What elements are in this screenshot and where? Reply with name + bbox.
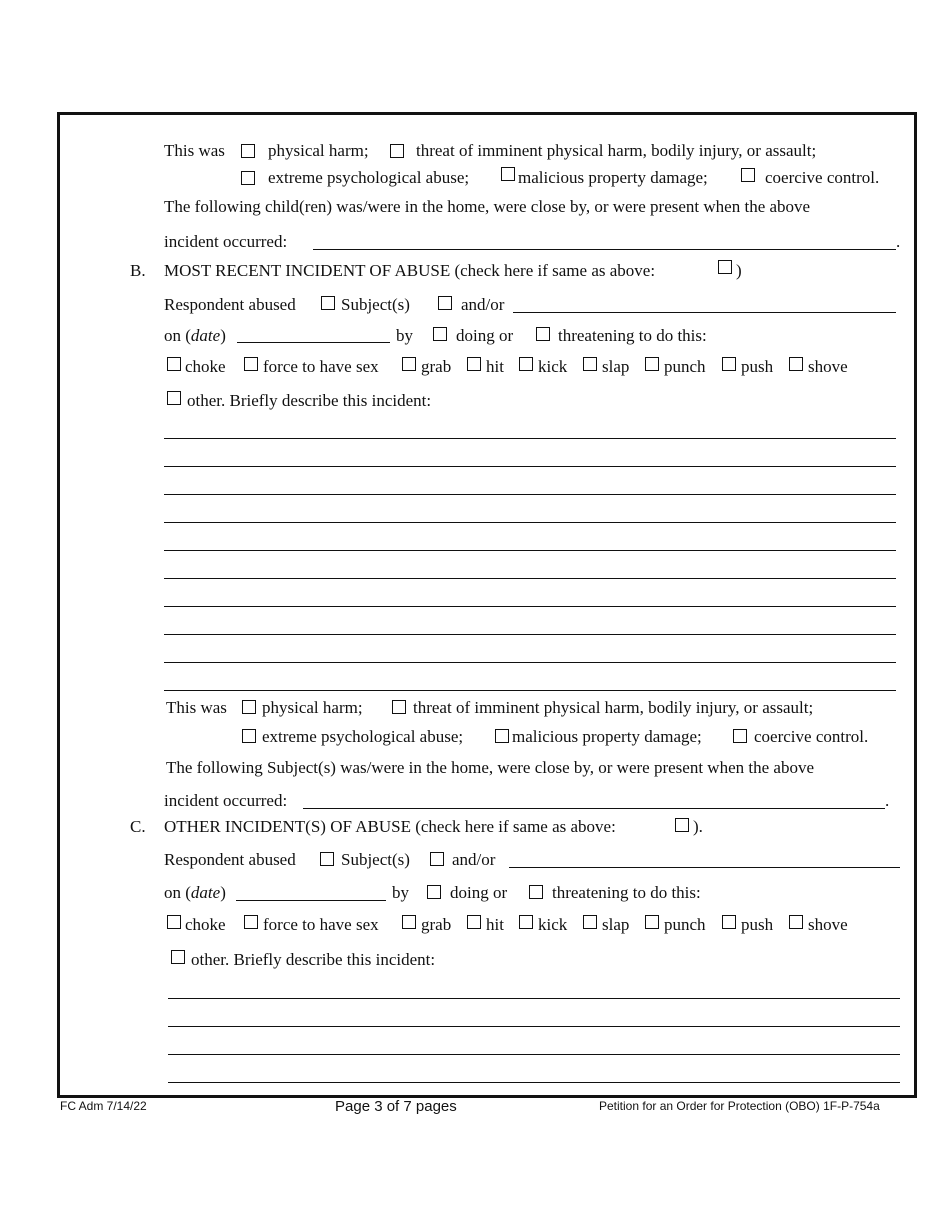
description-line-b[interactable] [164,522,896,523]
grab-checkbox-b[interactable] [402,357,416,371]
description-line-b[interactable] [164,550,896,551]
respondent-abused-label-c: Respondent abused [164,850,296,869]
section-c-heading: OTHER INCIDENT(S) OF ABUSE (check here if same as above: [164,817,616,836]
choke-checkbox-b[interactable] [167,357,181,371]
hit-label-c: hit [486,915,504,934]
footer-form-code: FC Adm 7/14/22 [60,1099,147,1113]
psych-abuse-checkbox[interactable] [241,171,255,185]
grab-checkbox-c[interactable] [402,915,416,929]
incident-occurred-label-b: incident occurred: [164,791,288,810]
punch-label: punch [664,357,706,376]
coercive-control-checkbox[interactable] [741,168,755,182]
on-date-label-c: on (date) [164,883,226,902]
section-b-letter: B. [130,261,146,280]
threat-label: threat of imminent physical harm, bodily injury, or assault; [416,141,817,160]
footer-form-title: Petition for an Order for Protection (OBO) 1F-P-754a [599,1099,880,1113]
other-describe-label-c: other. Briefly describe this incident: [191,950,436,969]
push-label: push [741,357,774,376]
period: . [896,232,901,251]
other-checkbox-b[interactable] [167,391,181,405]
slap-checkbox-c[interactable] [583,915,597,929]
push-checkbox-c[interactable] [722,915,736,929]
same-as-above-checkbox-c[interactable] [675,818,689,832]
threatening-checkbox-b[interactable] [536,327,550,341]
doing-checkbox-b[interactable] [433,327,447,341]
section-c-letter: C. [130,817,146,836]
push-label-c: push [741,915,774,934]
doing-checkbox-c[interactable] [427,885,441,899]
by-label: by [396,326,413,345]
punch-checkbox-b[interactable] [645,357,659,371]
threat-label-b: threat of imminent physical harm, bodily injury, or assault; [413,698,814,717]
description-line-c[interactable] [168,1082,900,1083]
threat-checkbox[interactable] [390,144,404,158]
subjects-checkbox-c[interactable] [320,852,334,866]
punch-label-c: punch [664,915,706,934]
punch-checkbox-c[interactable] [645,915,659,929]
force-sex-checkbox-b[interactable] [244,357,258,371]
other-person-field-c[interactable] [509,867,900,868]
respondent-abused-label: Respondent abused [164,295,296,314]
doing-or-label-c: doing or [450,883,508,902]
shove-label: shove [808,357,848,376]
andor-checkbox-b[interactable] [438,296,452,310]
psych-abuse-label-b: extreme psychological abuse; [262,727,464,746]
choke-checkbox-c[interactable] [167,915,181,929]
description-line-c[interactable] [168,1054,900,1055]
kick-checkbox-b[interactable] [519,357,533,371]
this-was-label: This was [164,141,225,160]
present-statement: The following child(ren) was/were in the home, were close by, or were present when the above [164,197,811,216]
footer-page-number: Page 3 of 7 pages [335,1098,457,1115]
property-damage-checkbox[interactable] [501,167,515,181]
present-statement-b: The following Subject(s) was/were in the home, were close by, or were present when the above [166,758,814,777]
subjects-present-field[interactable] [303,808,885,809]
description-line-c[interactable] [168,1026,900,1027]
choke-label-c: choke [185,915,226,934]
threat-checkbox-b[interactable] [392,700,406,714]
same-as-above-checkbox-b[interactable] [718,260,732,274]
doing-or-label: doing or [456,326,514,345]
form-border [57,112,917,1098]
section-b-heading-close: ) [736,261,742,280]
period-b: . [885,791,890,810]
property-damage-checkbox-b[interactable] [495,729,509,743]
description-line-b[interactable] [164,438,896,439]
physical-harm-label: physical harm; [268,141,369,160]
on-date-label: on (date) [164,326,226,345]
threatening-label-c: threatening to do this: [552,883,701,902]
andor-checkbox-c[interactable] [430,852,444,866]
force-sex-label-c: force to have sex [263,915,379,934]
slap-label-c: slap [602,915,630,934]
description-line-b[interactable] [164,634,896,635]
subjects-checkbox-b[interactable] [321,296,335,310]
kick-label-c: kick [538,915,568,934]
andor-label: and/or [461,295,505,314]
hit-checkbox-b[interactable] [467,357,481,371]
shove-checkbox-c[interactable] [789,915,803,929]
slap-label: slap [602,357,630,376]
incident-occurred-label: incident occurred: [164,232,288,251]
description-line-b[interactable] [164,690,896,691]
property-damage-label: malicious property damage; [518,168,708,187]
coercive-control-label: coercive control. [765,168,880,187]
subjects-label: Subject(s) [341,295,410,314]
section-b-heading: MOST RECENT INCIDENT OF ABUSE (check here if same as above: [164,261,656,280]
description-line-b[interactable] [164,606,896,607]
physical-harm-label-b: physical harm; [262,698,363,717]
description-line-b[interactable] [164,662,896,663]
by-label-c: by [392,883,409,902]
description-line-b[interactable] [164,494,896,495]
hit-checkbox-c[interactable] [467,915,481,929]
description-line-b[interactable] [164,578,896,579]
andor-label-c: and/or [452,850,496,869]
property-damage-label-b: malicious property damage; [512,727,702,746]
threatening-checkbox-c[interactable] [529,885,543,899]
kick-label: kick [538,357,568,376]
subjects-label-c: Subject(s) [341,850,410,869]
psych-abuse-checkbox-b[interactable] [242,729,256,743]
description-line-b[interactable] [164,466,896,467]
kick-checkbox-c[interactable] [519,915,533,929]
coercive-control-checkbox-b[interactable] [733,729,747,743]
date-field-b[interactable] [237,342,390,343]
other-checkbox-c[interactable] [171,950,185,964]
slap-checkbox-b[interactable] [583,357,597,371]
other-describe-label: other. Briefly describe this incident: [187,391,432,410]
shove-label-c: shove [808,915,848,934]
coercive-control-label-b: coercive control. [754,727,869,746]
grab-label-c: grab [421,915,452,934]
physical-harm-checkbox-b[interactable] [242,700,256,714]
threatening-label: threatening to do this: [558,326,707,345]
physical-harm-checkbox[interactable] [241,144,255,158]
other-person-field-b[interactable] [513,312,896,313]
date-field-c[interactable] [236,900,386,901]
section-c-heading-close: ). [693,817,703,836]
this-was-label-b: This was [166,698,227,717]
children-present-field[interactable] [313,249,896,250]
force-sex-checkbox-c[interactable] [244,915,258,929]
hit-label: hit [486,357,504,376]
description-line-c[interactable] [168,998,900,999]
choke-label: choke [185,357,226,376]
grab-label: grab [421,357,452,376]
push-checkbox-b[interactable] [722,357,736,371]
psych-abuse-label: extreme psychological abuse; [268,168,470,187]
force-sex-label: force to have sex [263,357,379,376]
shove-checkbox-b[interactable] [789,357,803,371]
